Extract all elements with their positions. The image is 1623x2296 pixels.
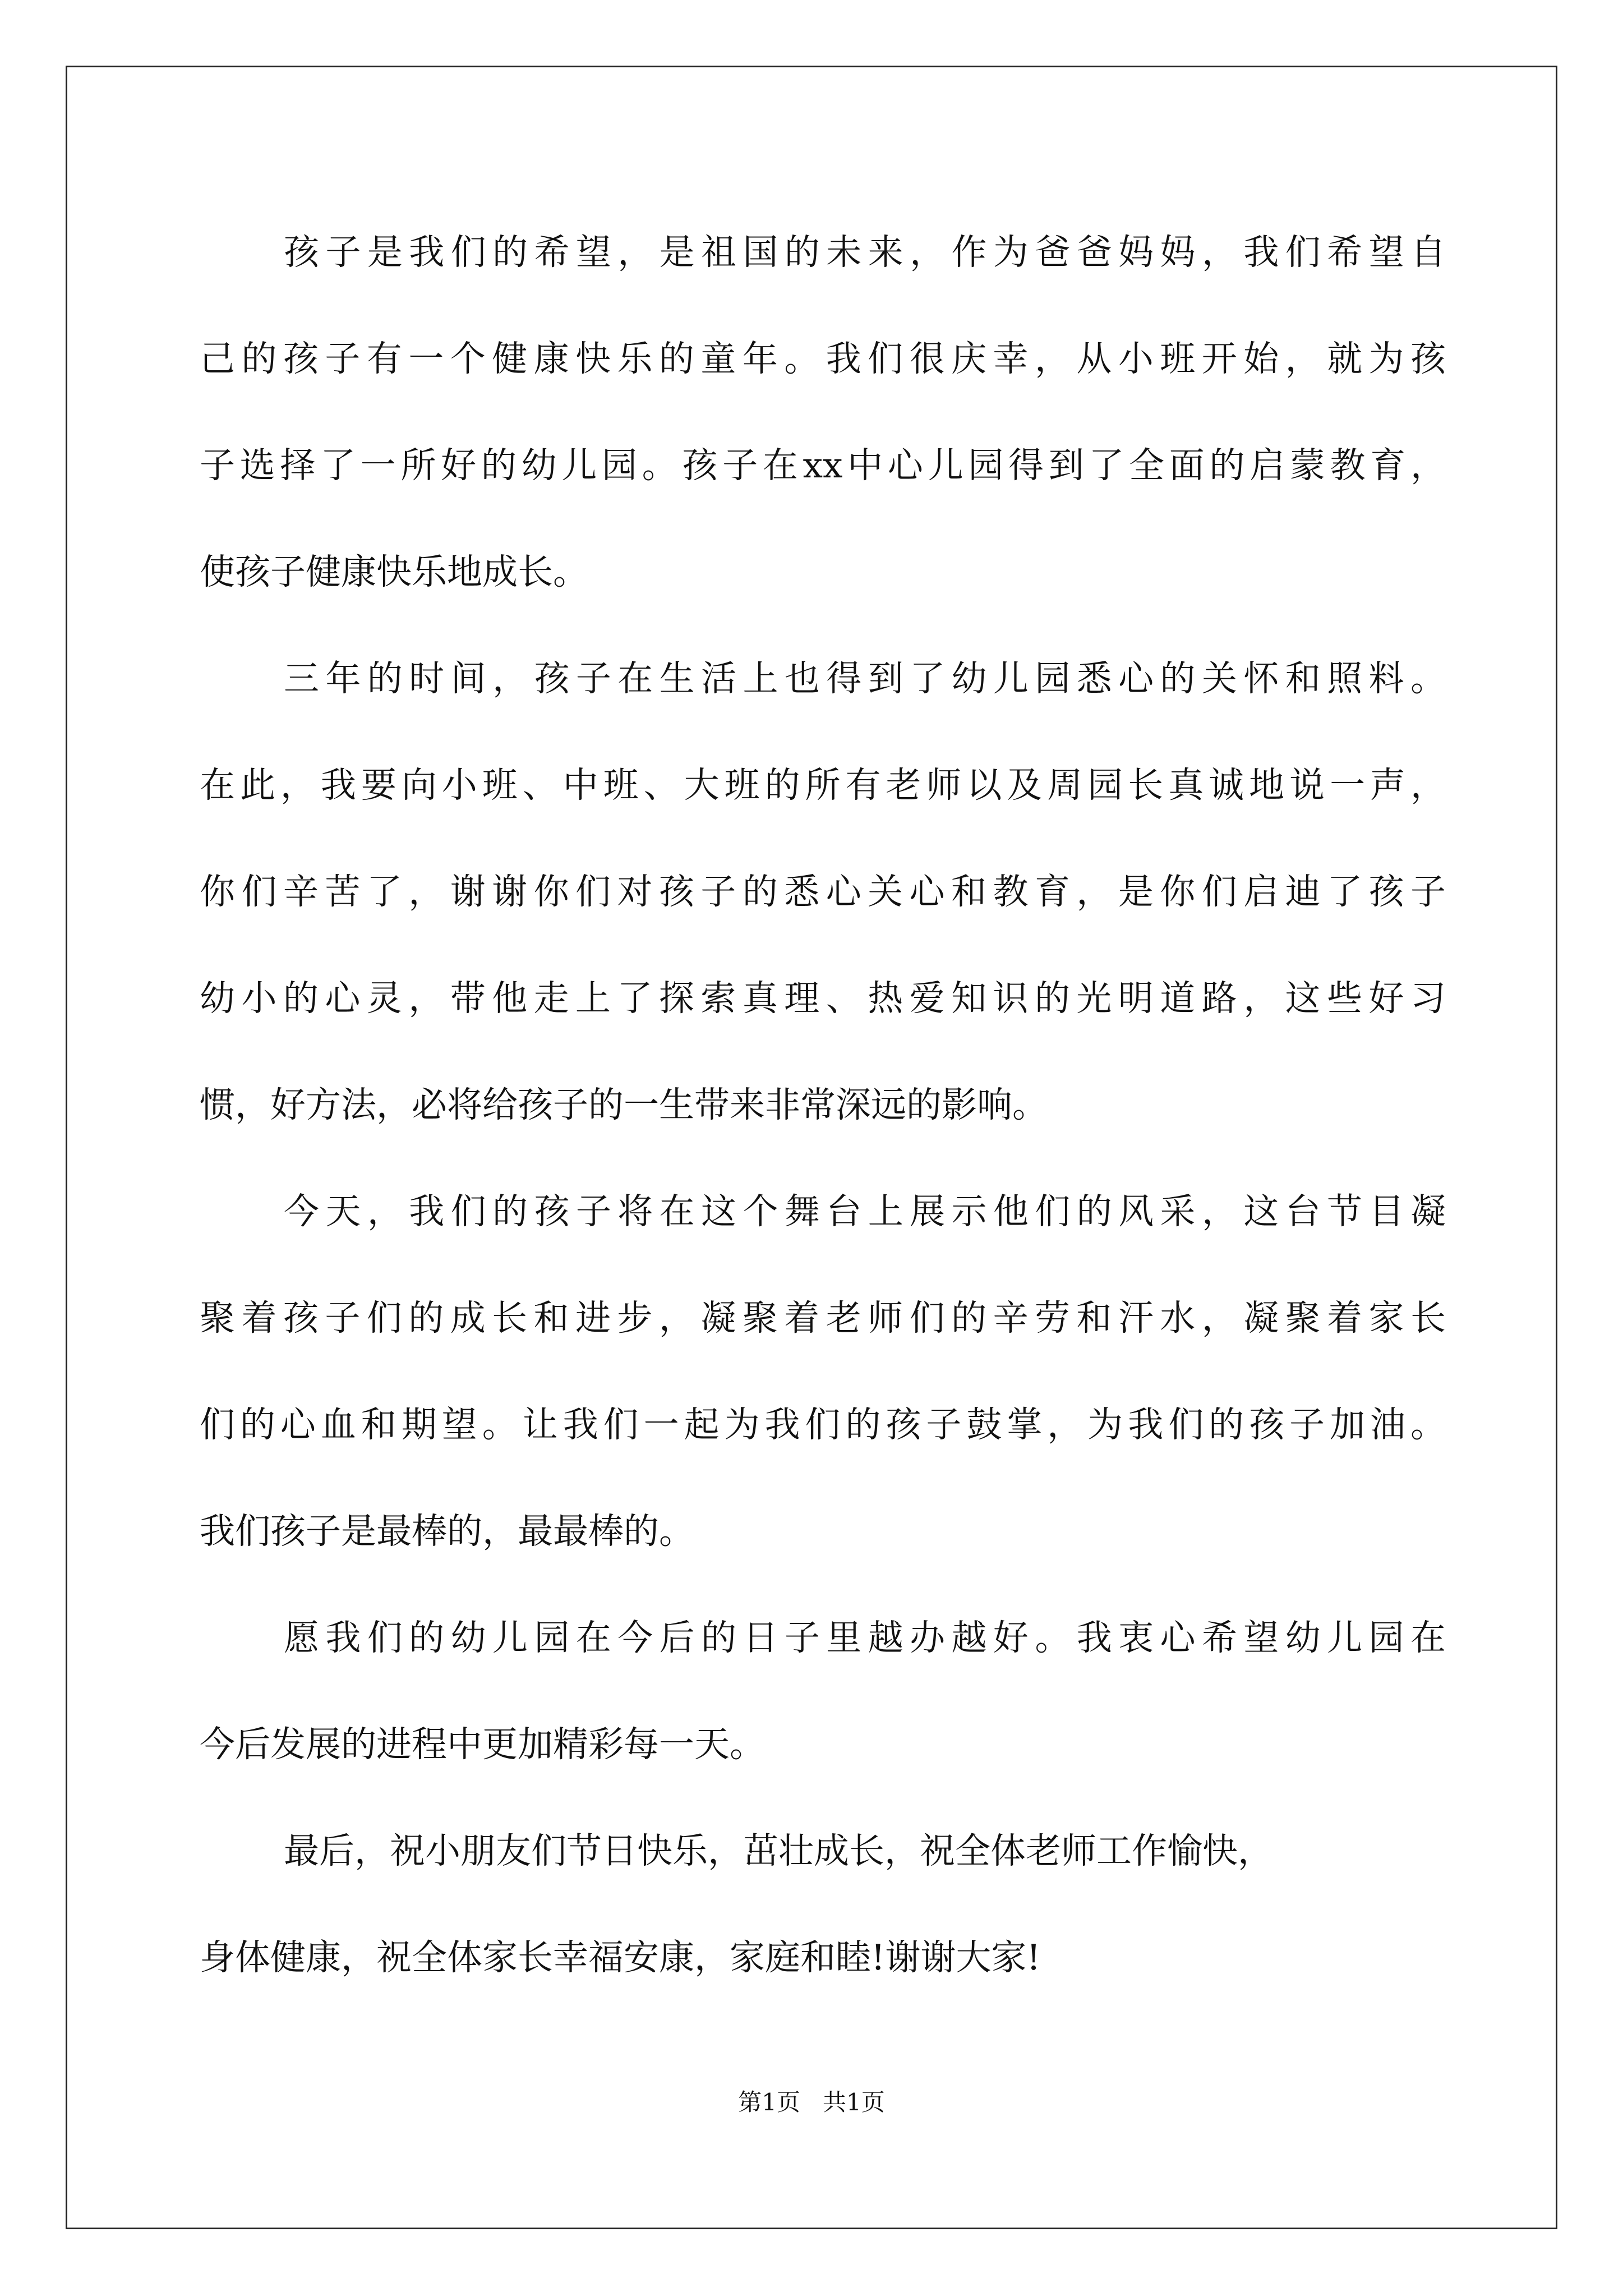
text-line-p2-2: 在此，我要向小班、中班、大班的所有老师以及周园长真诚地说一声， <box>200 765 1446 806</box>
text-line-p1-1: 孩子是我们的希望，是祖国的未来，作为爸爸妈妈，我们希望自 <box>284 232 1446 273</box>
text-line-p1-3: 子选择了一所好的幼儿园。孩子在xx中心儿园得到了全面的启蒙教育， <box>200 445 1446 486</box>
text-line-p4-1: 愿我们的幼儿园在今后的日子里越办越好。我衷心希望幼儿园在 <box>284 1617 1446 1658</box>
text-line-p5-2: 身体健康，祝全体家长幸福安康，家庭和睦!谢谢大家! <box>200 1937 1041 1978</box>
text-line-p1-4: 使孩子健康快乐地成长。 <box>200 551 588 592</box>
text-line-p3-4: 我们孩子是最棒的，最最棒的。 <box>200 1511 694 1552</box>
page-number-footer: 第1页 共1页 <box>738 2088 885 2116</box>
text-line-p2-5: 惯，好方法，必将给孩子的一生带来非常深远的影响。 <box>200 1084 1048 1125</box>
text-line-p5-1: 最后，祝小朋友们节日快乐，茁壮成长，祝全体老师工作愉快， <box>284 1830 1273 1871</box>
text-line-p3-3: 们的心血和期望。让我们一起为我们的孩子鼓掌，为我们的孩子加油。 <box>200 1404 1446 1445</box>
text-line-p2-1: 三年的时间，孩子在生活上也得到了幼儿园悉心的关怀和照料。 <box>284 658 1446 699</box>
text-line-p3-1: 今天，我们的孩子将在这个舞台上展示他们的风采，这台节目凝 <box>284 1191 1446 1232</box>
text-line-p2-4: 幼小的心灵，带他走上了探索真理、热爱知识的光明道路，这些好习 <box>200 978 1446 1019</box>
text-line-p1-2: 己的孩子有一个健康快乐的童年。我们很庆幸，从小班开始，就为孩 <box>200 338 1446 379</box>
text-line-p4-2: 今后发展的进程中更加精彩每一天。 <box>200 1724 765 1765</box>
page-border <box>66 66 1557 2229</box>
text-line-p2-3: 你们辛苦了，谢谢你们对孩子的悉心关心和教育，是你们启迪了孩子 <box>200 871 1446 912</box>
text-line-p3-2: 聚着孩子们的成长和进步，凝聚着老师们的辛劳和汗水，凝聚着家长 <box>200 1297 1446 1338</box>
